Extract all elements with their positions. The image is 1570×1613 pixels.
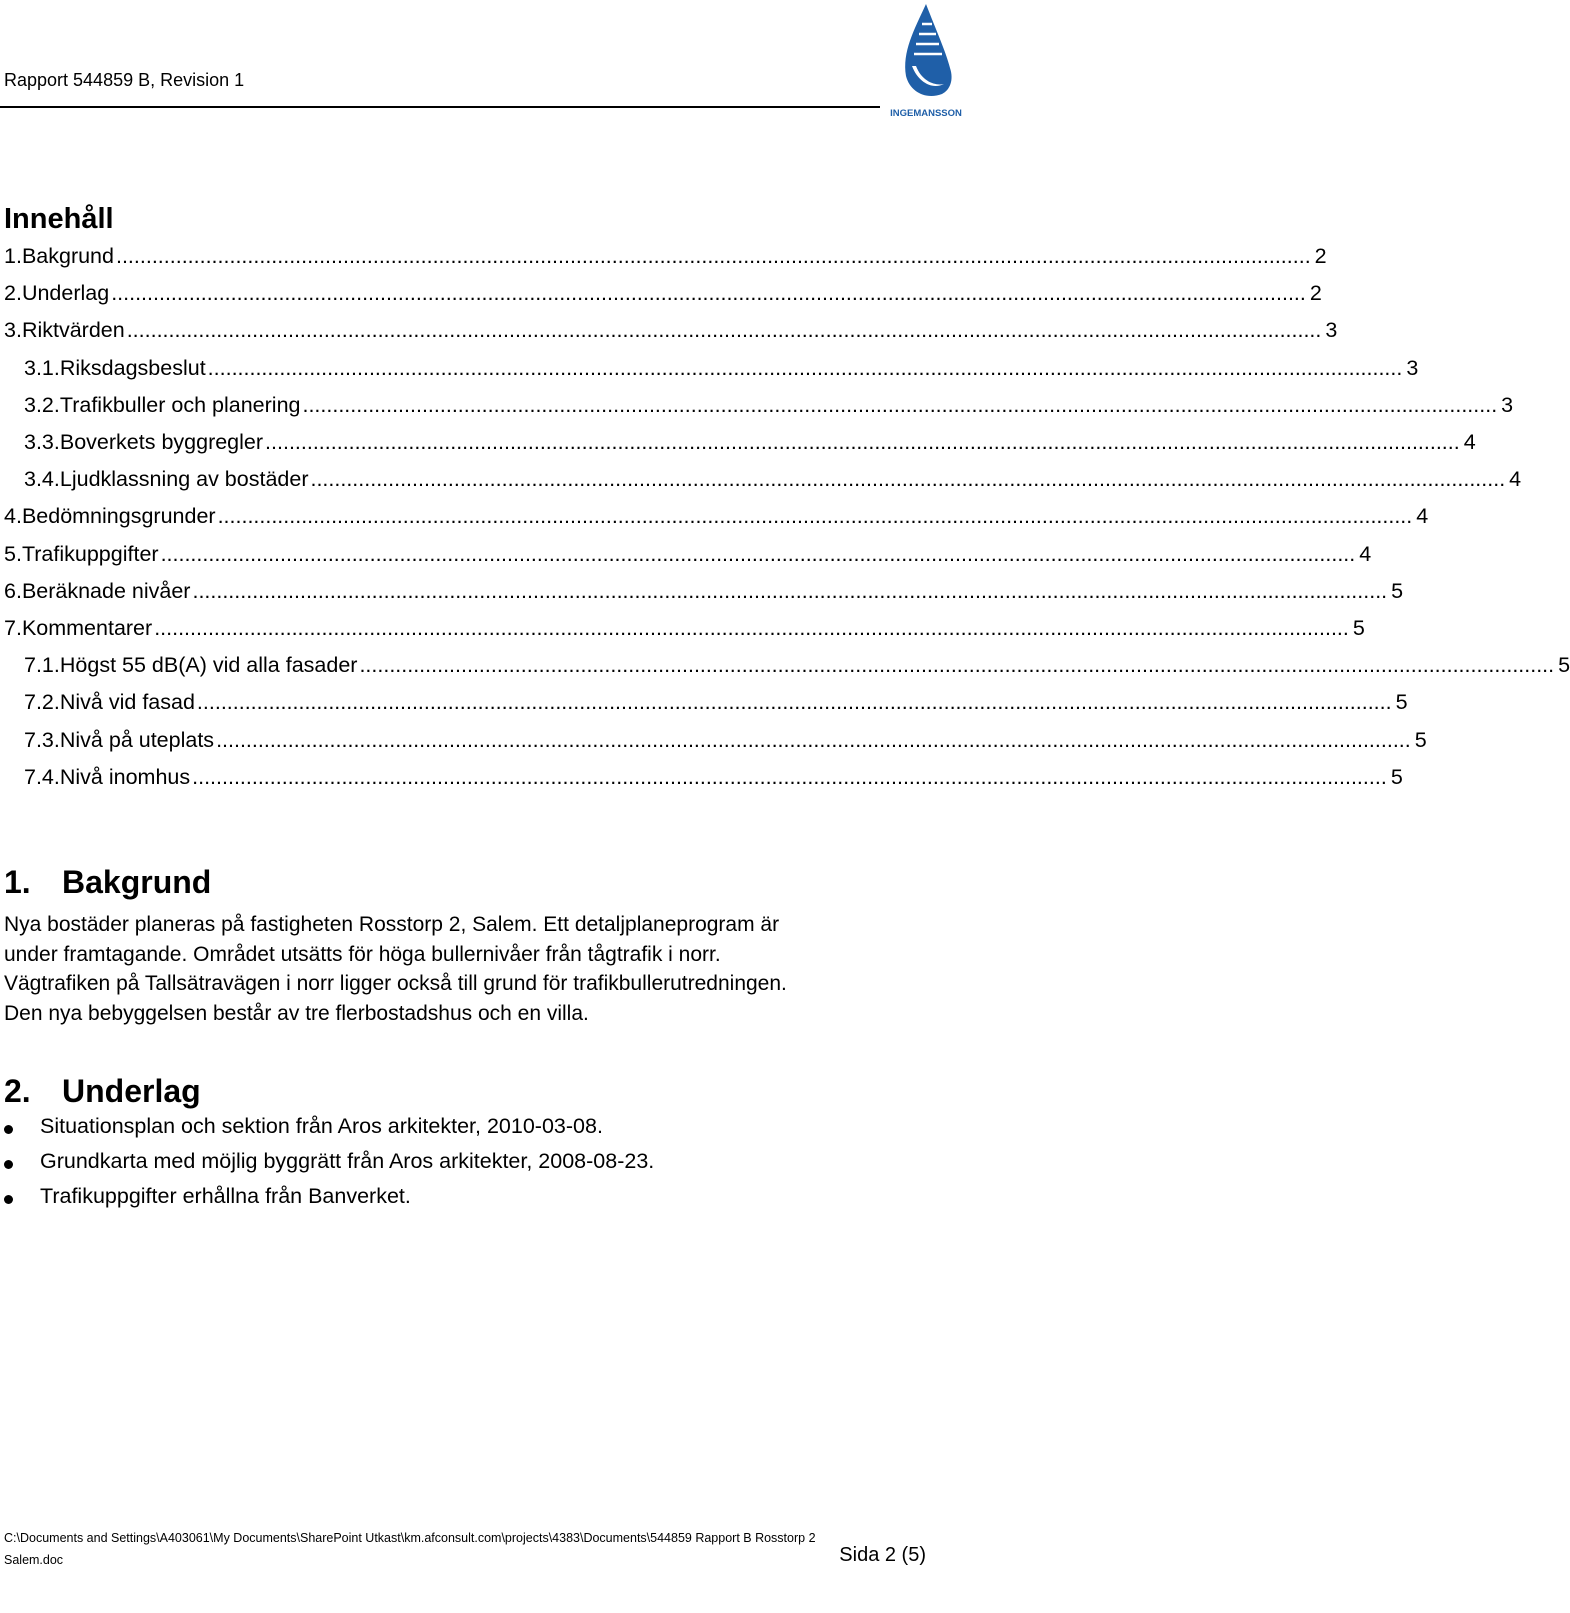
toc-dot-leader: ........................................................................................................................................................................................................ xyxy=(216,727,1411,752)
bullet-icon xyxy=(4,1195,13,1204)
toc-dot-leader: ........................................................................................................................................................................................................ xyxy=(359,653,1555,678)
toc-entry-page: 5 xyxy=(1395,690,1408,715)
toc-entry[interactable] xyxy=(4,616,1365,646)
toc-entry-number: 7.3. xyxy=(24,727,60,752)
footer-path-line: Salem.doc xyxy=(4,1553,64,1567)
toc-entry-page: 3 xyxy=(1325,318,1338,343)
toc-dot-leader: ........................................................................................................................................................................................................ xyxy=(217,504,1413,529)
toc-entry-title: Nivå vid fasad xyxy=(59,690,195,715)
toc-entry-page: 2 xyxy=(1309,281,1322,306)
toc-entry[interactable] xyxy=(24,690,1408,720)
paragraph-line: under framtagande. Området utsätts för höga bullernivåer från tågtrafik i norr. xyxy=(4,942,721,966)
toc-entry-number: 7.4. xyxy=(24,764,60,789)
toc-entry-page: 5 xyxy=(1414,727,1427,752)
toc-entry[interactable] xyxy=(4,541,1372,572)
toc-entry-number: 7. xyxy=(4,616,22,640)
toc-entry-page: 2 xyxy=(1314,244,1327,268)
list-item-text: Grundkarta med möjlig byggrätt från Aros arkitekter, 2008-08-23. xyxy=(40,1149,655,1173)
toc-entry-page: 5 xyxy=(1558,653,1570,678)
section-number: 1. xyxy=(4,864,31,900)
toc-entry[interactable] xyxy=(24,467,1522,497)
toc-entry[interactable] xyxy=(4,578,1404,609)
section-heading-bakgrund xyxy=(4,864,211,901)
toc-heading: Innehåll xyxy=(4,203,114,235)
toc-entry-number: 3.3. xyxy=(24,430,60,454)
toc-entry[interactable] xyxy=(4,244,1327,274)
toc-dot-leader: ........................................................................................................................................................................................................ xyxy=(111,281,1306,306)
toc-dot-leader: ........................................................................................................................................................................................................ xyxy=(196,690,1392,715)
toc-dot-leader: ........................................................................................................................................................................................................ xyxy=(207,355,1403,380)
toc-entry-number: 7.1. xyxy=(24,653,60,678)
toc-dot-leader: ........................................................................................................................................................................................................ xyxy=(192,578,1388,603)
toc-entry-page: 3 xyxy=(1501,392,1514,417)
toc-dot-leader: ........................................................................................................................................................................................................ xyxy=(160,541,1356,566)
toc-entry-title: Kommentarer xyxy=(21,616,153,640)
toc-entry-title: Nivå på uteplats xyxy=(59,727,215,752)
bullet-icon xyxy=(4,1160,13,1169)
toc-entry-title: Trafikbuller och planering xyxy=(59,392,301,417)
footer-file-path xyxy=(4,1527,834,1571)
list-item-text: Situationsplan och sektion från Aros arkitekter, 2010-03-08. xyxy=(40,1114,603,1138)
bullet-icon xyxy=(4,1125,13,1134)
section-number: 2. xyxy=(4,1073,31,1109)
svg-text:INGEMANSSON: INGEMANSSON xyxy=(890,108,962,119)
toc-entry-number: 3. xyxy=(4,318,22,343)
footer-path-line: C:\Documents and Settings\A403061\My Documents\SharePoint Utkast\km.afconsult.com\projects\4383\Documents\544859 Rapport B Rosstorp 2 xyxy=(4,1531,816,1545)
paragraph-line: Nya bostäder planeras på fastigheten Rosstorp 2, Salem. Ett detaljplaneprogram är xyxy=(4,913,780,936)
toc-entry[interactable] xyxy=(24,653,1570,683)
list-item xyxy=(0,1149,880,1184)
toc-entry-title: Underlag xyxy=(21,281,110,306)
bakgrund-paragraph xyxy=(4,910,874,1028)
toc-entry-title: Ljudklassning av bostäder xyxy=(59,467,309,492)
toc-entry-page: 4 xyxy=(1359,541,1372,566)
toc-entry[interactable] xyxy=(4,504,1429,534)
shell-logo-icon xyxy=(892,0,960,124)
header-divider xyxy=(0,106,880,108)
toc-entry-number: 4. xyxy=(4,504,22,529)
toc-entry-page: 5 xyxy=(1390,764,1403,789)
toc-entry[interactable] xyxy=(24,764,1403,795)
toc-entry-title: Nivå inomhus xyxy=(59,764,191,789)
toc-entry[interactable] xyxy=(24,355,1419,386)
toc-entry-number: 3.4. xyxy=(24,467,60,492)
toc-entry[interactable] xyxy=(24,392,1514,423)
toc-entry-title: Boverkets byggregler xyxy=(59,430,264,454)
list-item-text: Trafikuppgifter erhållna från Banverket. xyxy=(40,1184,411,1208)
toc-entry-number: 1. xyxy=(4,244,22,268)
toc-entry-title: Trafikuppgifter xyxy=(21,541,159,566)
section-title: Underlag xyxy=(62,1073,201,1109)
toc-dot-leader: ........................................................................................................................................................................................................ xyxy=(302,392,1498,417)
paragraph-line: Den nya bebyggelsen består av tre flerbostadshus och en villa. xyxy=(4,1001,589,1025)
toc-entry[interactable] xyxy=(4,318,1338,348)
toc-entry-number: 5. xyxy=(4,541,22,566)
toc-entry-page: 5 xyxy=(1352,616,1365,640)
toc-entry-number: 3.2. xyxy=(24,392,60,417)
ingemansson-logo xyxy=(892,0,960,124)
toc-entry-title: Beräknade nivåer xyxy=(21,578,191,603)
underlag-list xyxy=(0,1114,880,1219)
toc-entry-title: Högst 55 dB(A) vid alla fasader xyxy=(59,653,358,678)
toc-entry[interactable] xyxy=(4,281,1322,311)
toc-entry[interactable] xyxy=(24,430,1476,460)
toc-dot-leader: ........................................................................................................................................................................................................ xyxy=(310,467,1506,492)
toc-entry-page: 3 xyxy=(1406,355,1419,380)
toc-entry-page: 5 xyxy=(1391,578,1404,603)
toc-entry-page: 4 xyxy=(1509,467,1522,492)
toc-dot-leader: ........................................................................................................................................................................................................ xyxy=(192,764,1387,789)
toc-dot-leader: ........................................................................................................................................................................................................ xyxy=(265,430,1460,454)
report-title: Rapport 544859 B, Revision 1 xyxy=(4,70,245,90)
page-number: Sida 2 (5) xyxy=(839,1544,926,1566)
list-item xyxy=(0,1184,880,1219)
section-title: Bakgrund xyxy=(62,864,212,900)
toc-dot-leader: ........................................................................................................................................................................................................ xyxy=(115,244,1311,268)
toc-entry[interactable] xyxy=(24,727,1427,758)
toc-entry-title: Riksdagsbeslut xyxy=(59,355,206,380)
toc-entry-page: 4 xyxy=(1416,504,1429,529)
paragraph-line: Vägtrafiken på Tallsätravägen i norr ligger också till grund för trafikbullerutredningen. xyxy=(4,972,787,995)
toc-dot-leader: ........................................................................................................................................................................................................ xyxy=(126,318,1322,343)
toc-entry-number: 3.1. xyxy=(24,355,60,380)
toc-entry-page: 4 xyxy=(1463,430,1476,454)
toc-dot-leader: ........................................................................................................................................................................................................ xyxy=(154,616,1349,640)
toc-entry-title: Riktvärden xyxy=(21,318,125,343)
toc-entry-number: 2. xyxy=(4,281,22,306)
toc-entry-title: Bakgrund xyxy=(21,244,114,268)
toc-entry-number: 6. xyxy=(4,578,22,603)
toc-entry-number: 7.2. xyxy=(24,690,60,715)
section-heading-underlag xyxy=(4,1073,201,1110)
toc-entry-title: Bedömningsgrunder xyxy=(21,504,216,529)
list-item xyxy=(0,1114,880,1149)
